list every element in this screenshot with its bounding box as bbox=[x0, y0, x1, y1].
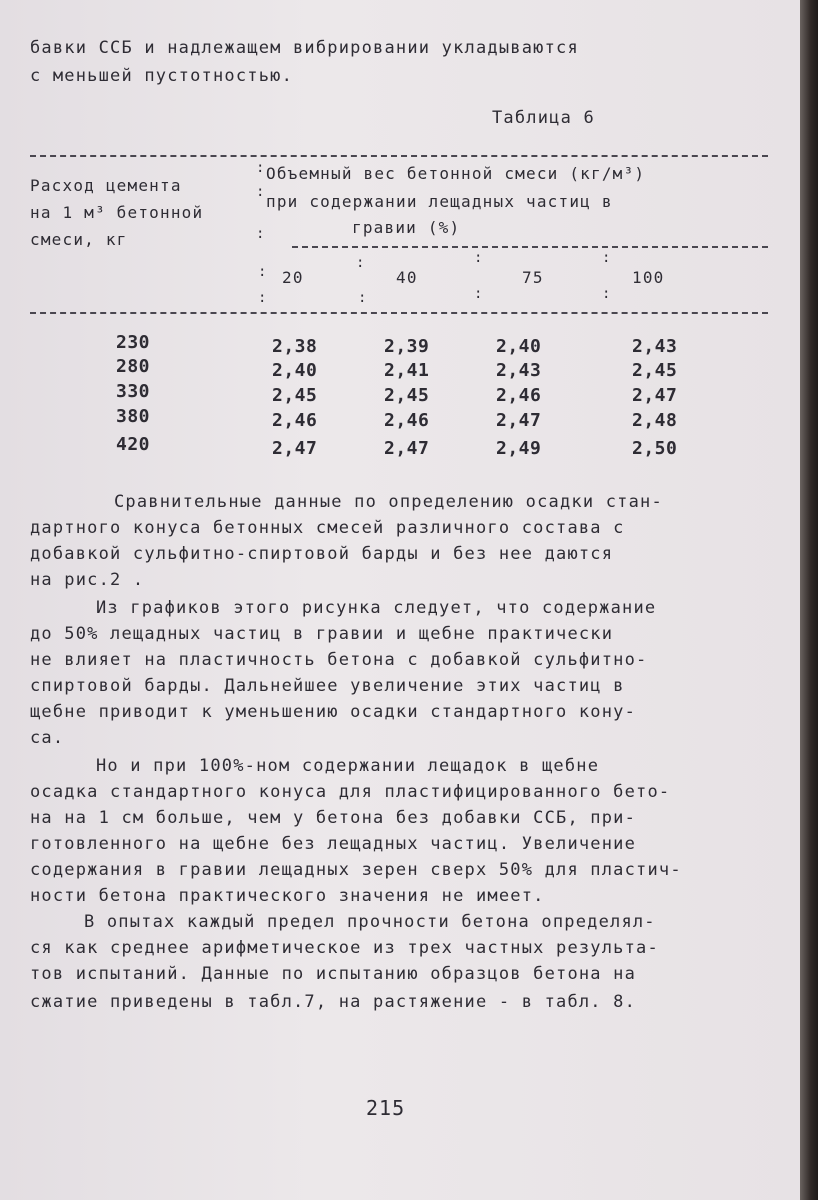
book-spine-edge bbox=[800, 0, 818, 1200]
value-cell: 2,39 bbox=[384, 336, 430, 357]
text-line: Но и при 100%-ном содержании лещадок в щебне bbox=[96, 756, 600, 776]
column-header: 40 bbox=[396, 268, 418, 287]
column-header: 100 bbox=[632, 268, 665, 287]
value-cell: 2,47 bbox=[632, 385, 678, 406]
intro-line: с меньшей пустотностью. bbox=[30, 66, 294, 86]
column-header: 20 bbox=[282, 268, 304, 287]
text-line: содержания в гравии лещадных зерен сверх 50% для пластич- bbox=[30, 860, 682, 880]
cement-cell: 330 bbox=[116, 381, 151, 402]
text-line: спиртовой барды. Дальнейшее увеличение этих частиц в bbox=[30, 676, 625, 696]
text-line: Из графиков этого рисунка следует, что содержание bbox=[96, 598, 657, 618]
column-separator: : bbox=[602, 250, 611, 266]
value-cell: 2,41 bbox=[384, 360, 430, 381]
column-separator: : bbox=[258, 264, 267, 280]
group-header-line: Объемный вес бетонной смеси (кг/м³) bbox=[266, 164, 646, 183]
value-cell: 2,47 bbox=[496, 410, 542, 431]
group-header-line: гравии (%) bbox=[352, 218, 461, 237]
column-separator: : bbox=[256, 160, 265, 176]
text-line: дартного конуса бетонных смесей различного состава с bbox=[30, 518, 625, 538]
column-separator: : bbox=[258, 290, 267, 306]
cement-cell: 420 bbox=[116, 434, 151, 455]
text-line: щебне приводит к уменьшению осадки стандартного кону- bbox=[30, 702, 637, 722]
value-cell: 2,43 bbox=[632, 336, 678, 357]
value-cell: 2,45 bbox=[632, 360, 678, 381]
value-cell: 2,43 bbox=[496, 360, 542, 381]
value-cell: 2,38 bbox=[272, 336, 318, 357]
column-separator: : bbox=[474, 250, 483, 266]
text-line: на на 1 см больше, чем у бетона без добавки ССБ, при- bbox=[30, 808, 637, 828]
text-line: са. bbox=[30, 728, 65, 748]
cement-cell: 280 bbox=[116, 356, 151, 377]
value-cell: 2,46 bbox=[272, 410, 318, 431]
column-separator: : bbox=[474, 286, 483, 302]
value-cell: 2,45 bbox=[384, 385, 430, 406]
text-line: тов испытаний. Данные по испытанию образцов бетона на bbox=[30, 964, 637, 984]
subheader-rule bbox=[292, 246, 768, 248]
row-header-line: Расход цемента bbox=[30, 176, 182, 195]
text-line: не влияет на пластичность бетона с добавкой сульфитно- bbox=[30, 650, 648, 670]
text-line: готовленного на щебне без лещадных частиц. Увеличение bbox=[30, 834, 637, 854]
header-bottom-rule bbox=[30, 312, 768, 314]
value-cell: 2,49 bbox=[496, 438, 542, 459]
text-line: сжатие приведены в табл.7, на растяжение - в табл. 8. bbox=[30, 992, 637, 1012]
text-line: ности бетона практического значения не имеет. bbox=[30, 886, 545, 906]
row-header-line: смеси, кг bbox=[30, 230, 128, 249]
column-separator: : bbox=[256, 184, 265, 200]
value-cell: 2,46 bbox=[384, 410, 430, 431]
cement-cell: 230 bbox=[116, 332, 151, 353]
column-header: 75 bbox=[522, 268, 544, 287]
value-cell: 2,45 bbox=[272, 385, 318, 406]
value-cell: 2,47 bbox=[272, 438, 318, 459]
value-cell: 2,40 bbox=[272, 360, 318, 381]
text-line: добавкой сульфитно-спиртовой барды и без нее даются bbox=[30, 544, 614, 564]
group-header-line: при содержании лещадных частиц в bbox=[266, 192, 613, 211]
text-line: Сравнительные данные по определению осадки стан- bbox=[114, 492, 663, 512]
cement-cell: 380 bbox=[116, 406, 151, 427]
page-number: 215 bbox=[366, 1096, 406, 1120]
table-top-rule bbox=[30, 155, 768, 157]
value-cell: 2,47 bbox=[384, 438, 430, 459]
column-separator: : bbox=[358, 290, 367, 306]
value-cell: 2,40 bbox=[496, 336, 542, 357]
row-header-line: на 1 м³ бетонной bbox=[30, 203, 204, 222]
table-caption: Таблица 6 bbox=[492, 108, 595, 128]
value-cell: 2,50 bbox=[632, 438, 678, 459]
text-line: осадка стандартного конуса для пластифицированного бето- bbox=[30, 782, 671, 802]
column-separator: : bbox=[256, 226, 265, 242]
column-separator: : bbox=[356, 255, 365, 271]
text-line: до 50% лещадных частиц в гравии и щебне практически bbox=[30, 624, 614, 644]
value-cell: 2,46 bbox=[496, 385, 542, 406]
value-cell: 2,48 bbox=[632, 410, 678, 431]
text-line: на рис.2 . bbox=[30, 570, 145, 590]
intro-line: бавки ССБ и надлежащем вибрировании укладываются bbox=[30, 38, 579, 58]
column-separator: : bbox=[602, 286, 611, 302]
text-line: ся как среднее арифметическое из трех частных результа- bbox=[30, 938, 659, 958]
text-line: В опытах каждый предел прочности бетона определял- bbox=[84, 912, 656, 932]
